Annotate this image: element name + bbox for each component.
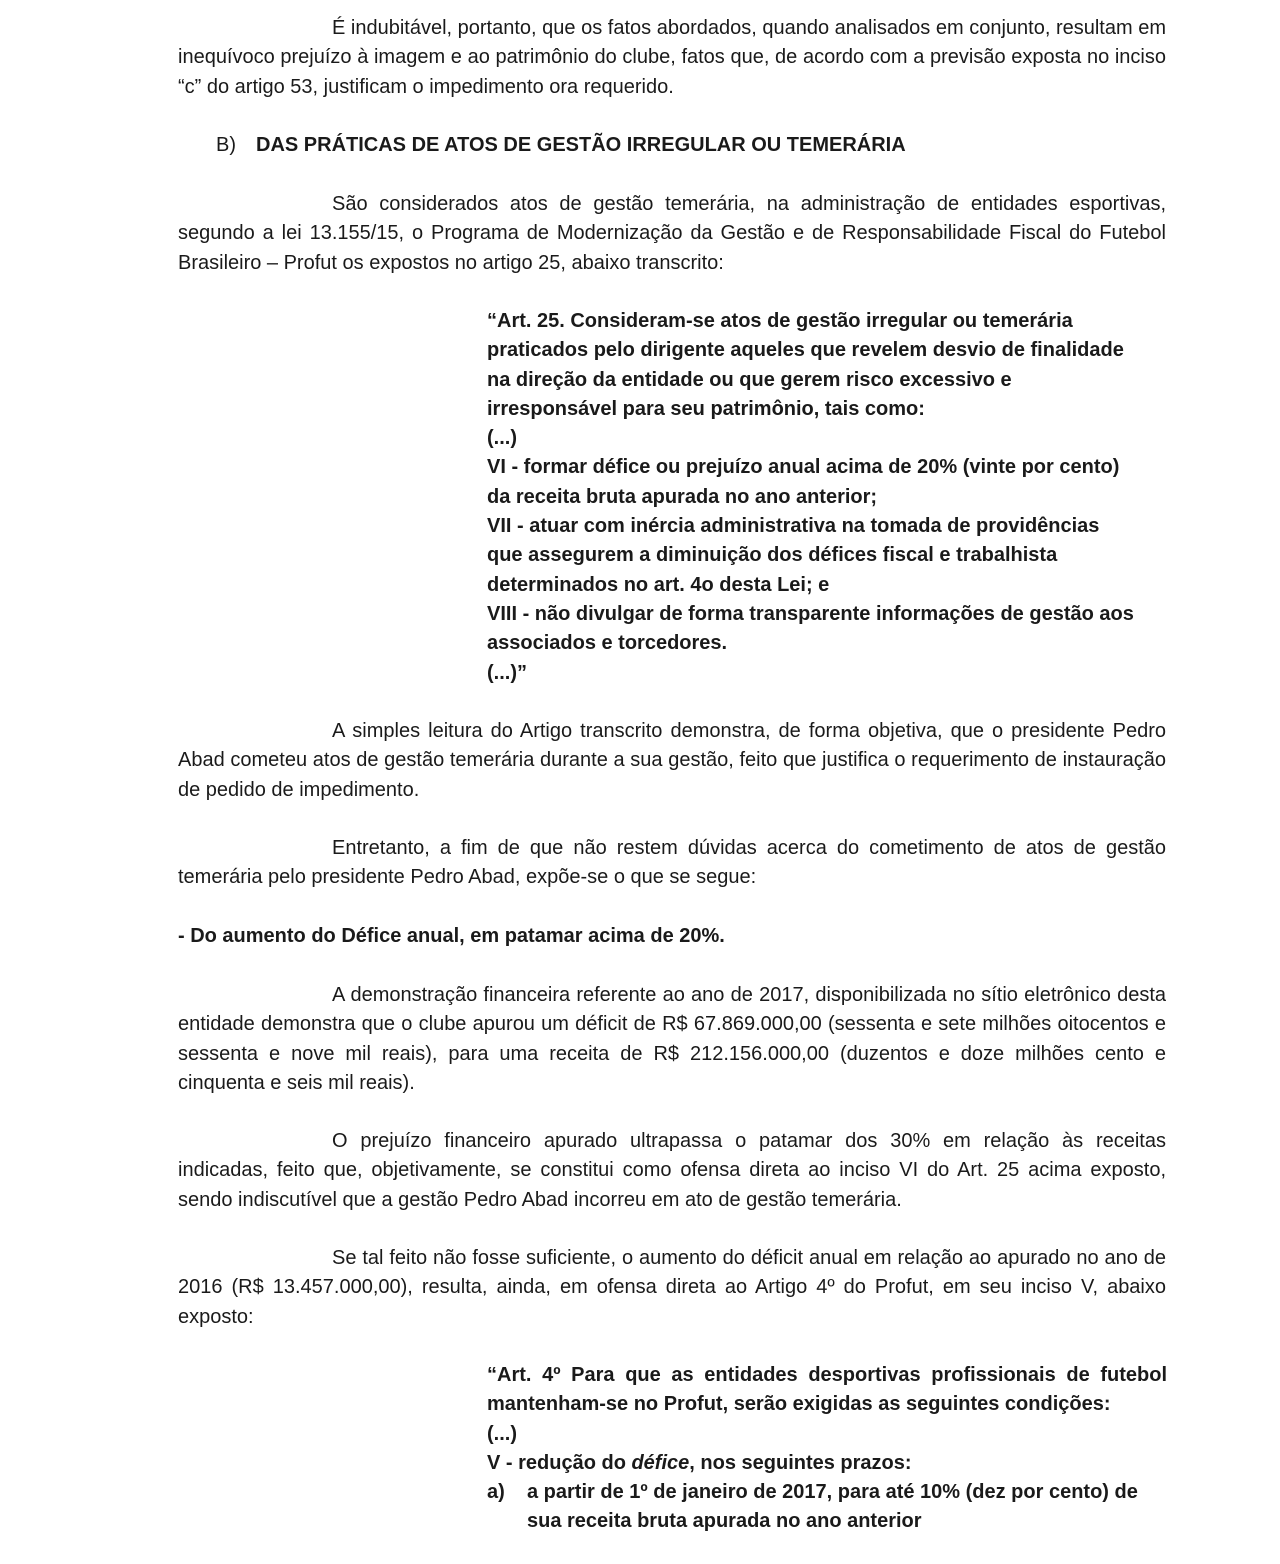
inciso-emphasis: défice [631,1451,690,1474]
quote-line: (...) [487,427,517,450]
quote-line: VII - atuar com inércia administrativa na tomada de providências [487,515,1100,538]
subheading-defice: - Do aumento do Défice anual, em patamar acima de 20%. [178,925,725,947]
quote-line: irresponsável para seu patrimônio, tais como: [487,397,925,420]
item-a-text: a partir de 1º de janeiro de 2017, para até 10% (dez por cento) de sua receita bruta apurada no ano anterior [527,1481,1138,1533]
section-b-letter: B) [216,134,236,156]
quote-line: determinados no art. 4o desta Lei; e [487,573,830,596]
quote-ellipsis: (...) [487,1422,517,1445]
paragraph-4: Entretanto, a fim de que não restem dúvidas acerca do cometimento de atos de gestão temerária pelo presidente Pedro Abad, expõe-se o que se segue: [178,837,1166,889]
section-b-heading [216,131,906,160]
section-b-title: DAS PRÁTICAS DE ATOS DE GESTÃO IRREGULAR OU TEMERÁRIA [256,134,906,156]
quote-art-4 [487,1361,1167,1537]
paragraph-3: A simples leitura do Artigo transcrito demonstra, de forma objetiva, que o presidente Pedro Abad cometeu atos de gestão temerária durante a sua gestão, feito que justifica o requerimento de instauração de pedido de impedimento. [178,720,1166,801]
quote-line: na direção da entidade ou que gerem risco excessivo e [487,368,1012,391]
quote-art-25 [487,307,1167,688]
quote-line: “Art. 25. Consideram-se atos de gestão irregular ou temerária [487,310,1073,332]
paragraph-1: É indubitável, portanto, que os fatos abordados, quando analisados em conjunto, resultam em inequívoco prejuízo à imagem e ao patrimônio do clube, fatos que, de acordo com a previsão exposta no inciso “c” do artigo 53, justificam o impedimento ora requerido. [178,17,1166,98]
item-a-label: a) [487,1481,505,1504]
inciso-suffix: , nos seguintes prazos: [689,1451,912,1474]
inciso-prefix: V - redução do [487,1451,632,1474]
paragraph-6: O prejuízo financeiro apurado ultrapassa o patamar dos 30% em relação às receitas indicadas, feito que, objetivamente, se constitui como ofensa direta ao inciso VI do Art. 25 acima exposto, sendo indiscutível que a gestão Pedro Abad incorreu em ato de gestão temerária. [178,1130,1166,1211]
paragraph-2: São considerados atos de gestão temerária, na administração de entidades esportivas, segundo a lei 13.155/15, o Programa de Modernização da Gestão e de Responsabilidade Fiscal do Futebol Brasileiro – Profut os expostos no artigo 25, abaixo transcrito: [178,193,1166,274]
paragraph-7: Se tal feito não fosse suficiente, o aumento do déficit anual em relação ao apurado no ano de 2016 (R$ 13.457.000,00), resulta, ainda, em ofensa direta ao Artigo 4º do Profut, em seu inciso V, abaixo exposto: [178,1247,1166,1328]
quote-item-a [487,1478,1167,1537]
quote-intro: “Art. 4º Para que as entidades desportivas profissionais de futebol mantenham-se no Profut, serão exigidas as seguintes condições: [487,1364,1167,1416]
quote-line: praticados pelo dirigente aqueles que revelem desvio de finalidade [487,339,1124,362]
quote-line: da receita bruta apurada no ano anterior; [487,485,878,508]
quote-line: VI - formar défice ou prejuízo anual acima de 20% (vinte por cento) [487,456,1120,479]
quote-line: VIII - não divulgar de forma transparente informações de gestão aos [487,602,1134,625]
quote-line: associados e torcedores. [487,632,728,655]
quote-inciso-v [487,1449,1167,1478]
quote-line: (...)” [487,661,527,684]
quote-line: que assegurem a diminuição dos défices fiscal e trabalhista [487,544,1058,567]
paragraph-5: A demonstração financeira referente ao ano de 2017, disponibilizada no sítio eletrônico desta entidade demonstra que o clube apurou um déficit de R$ 67.869.000,00 (sessenta e sete milhões oitocentos e sessenta e nove mil reais), para uma receita de R$ 212.156.000,00 (duzentos e doze milhões cento e cinquenta e seis mil reais). [178,984,1166,1094]
